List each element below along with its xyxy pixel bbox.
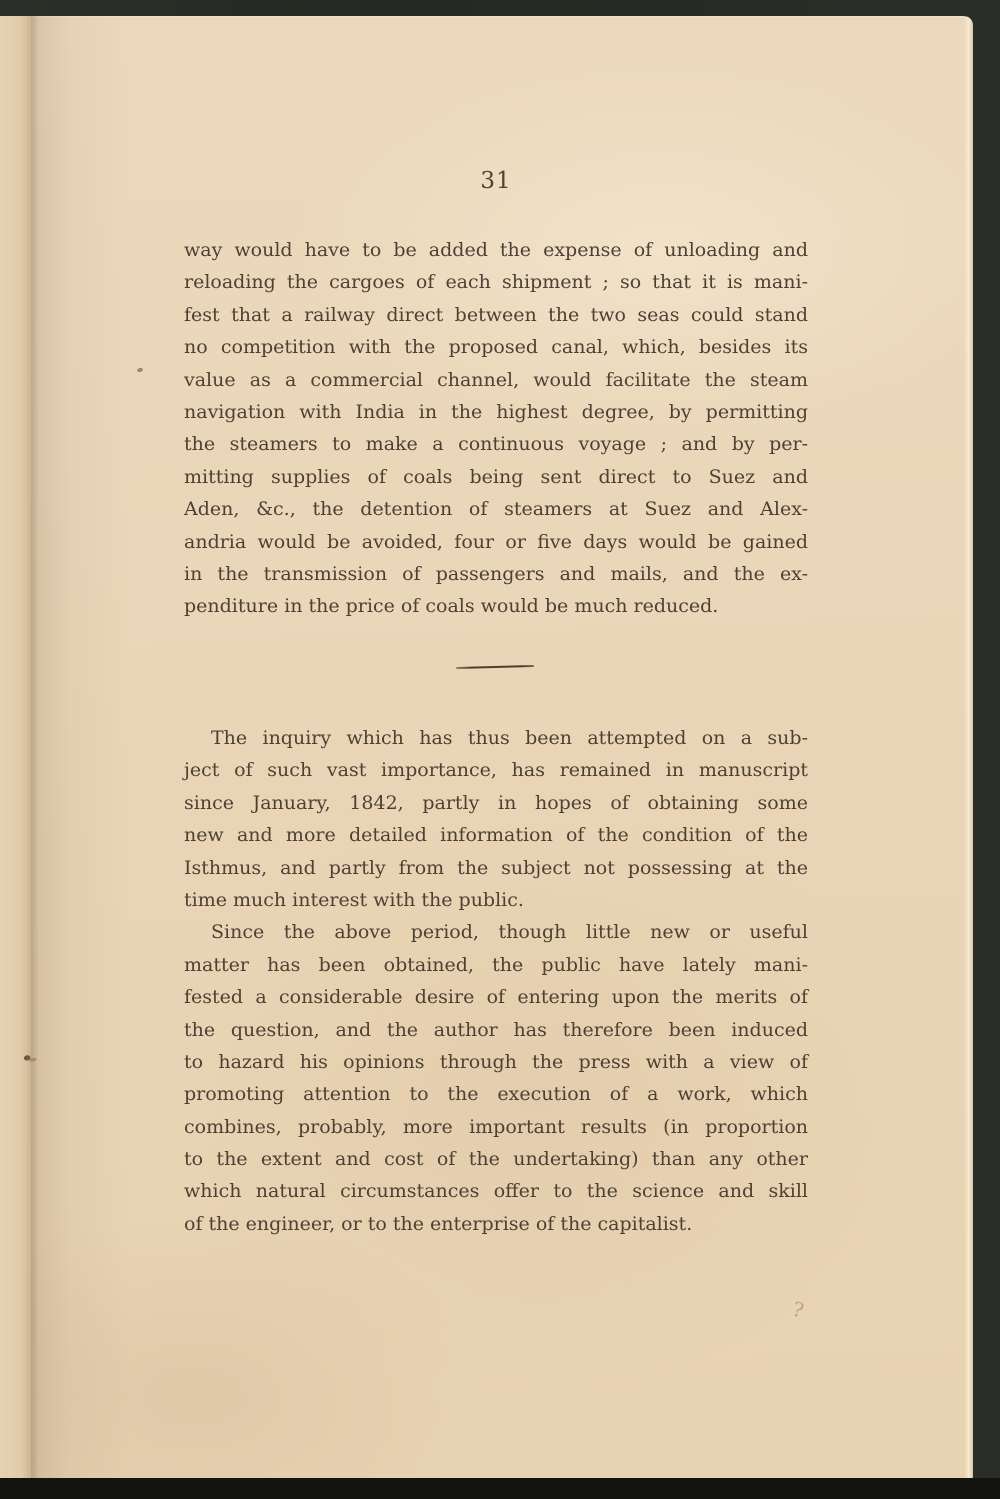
body-text-block-2 xyxy=(184,722,808,1240)
text-line: the question, and the author has therefore been induced xyxy=(184,1018,808,1041)
paragraph-canal-advantages xyxy=(184,234,808,623)
text-line: no competition with the proposed canal, which, besides its xyxy=(184,336,808,359)
paragraph-author-induced xyxy=(184,916,808,1240)
text-line: fest that a railway direct between the two seas could stand xyxy=(184,303,808,326)
text-line: value as a commercial channel, would facilitate the steam xyxy=(184,368,808,391)
text-line: of the engineer, or to the enterprise of the capitalist. xyxy=(184,1212,693,1235)
gutter-crease-shadow xyxy=(31,16,141,1480)
text-line: mitting supplies of coals being sent direct to Suez and xyxy=(184,465,808,488)
text-line: ject of such vast importance, has remained in manuscript xyxy=(184,759,808,782)
scan-bottom-strip xyxy=(0,1478,1000,1499)
facing-page-edge xyxy=(0,16,31,1480)
text-line: promoting attention to the execution of a work, which xyxy=(184,1083,808,1106)
text-line: penditure in the price of coals would be much reduced. xyxy=(184,595,719,618)
paper-speck xyxy=(136,367,143,373)
text-line: since January, 1842, partly in hopes of obtaining some xyxy=(184,791,808,814)
page-number: 31 xyxy=(480,168,512,194)
text-line: The inquiry which has thus been attempted on a sub- xyxy=(211,727,808,749)
section-divider-rule xyxy=(456,665,534,670)
body-text-block-1 xyxy=(184,234,808,623)
text-line: Since the above period, though little new or useful xyxy=(211,921,808,944)
text-line: fested a considerable desire of entering upon the merits of xyxy=(184,986,808,1009)
text-line: combines, probably, more important results (in proportion xyxy=(184,1115,808,1138)
text-line: way would have to be added the expense of unloading and xyxy=(184,239,808,261)
text-line: andria would be avoided, four or five days would be gained xyxy=(184,530,808,553)
text-line: time much interest with the public. xyxy=(184,888,524,911)
page-edge-highlight xyxy=(964,16,973,1480)
text-line: the steamers to make a continuous voyage ; and by per- xyxy=(184,433,808,456)
text-line: Aden, &c., the detention of steamers at Suez and Alex- xyxy=(184,498,808,521)
text-line: to the extent and cost of the undertaking) than any other xyxy=(184,1148,808,1171)
text-line: new and more detailed information of the condition of the xyxy=(184,824,808,847)
text-line: navigation with India in the highest degree, by permitting xyxy=(184,400,808,423)
text-line: reloading the cargoes of each shipment ; so that it is mani- xyxy=(184,271,808,294)
text-line: Isthmus, and partly from the subject not possessing at the xyxy=(184,856,808,879)
book-page xyxy=(0,16,973,1480)
text-line: which natural circumstances offer to the science and skill xyxy=(184,1180,808,1203)
faint-smudge-mark: ? xyxy=(790,1296,807,1323)
paragraph-inquiry-manuscript xyxy=(184,722,808,916)
text-line: to hazard his opinions through the press with a view of xyxy=(184,1050,808,1073)
text-line: in the transmission of passengers and mails, and the ex- xyxy=(184,562,808,585)
text-line: matter has been obtained, the public have lately mani- xyxy=(184,953,808,976)
